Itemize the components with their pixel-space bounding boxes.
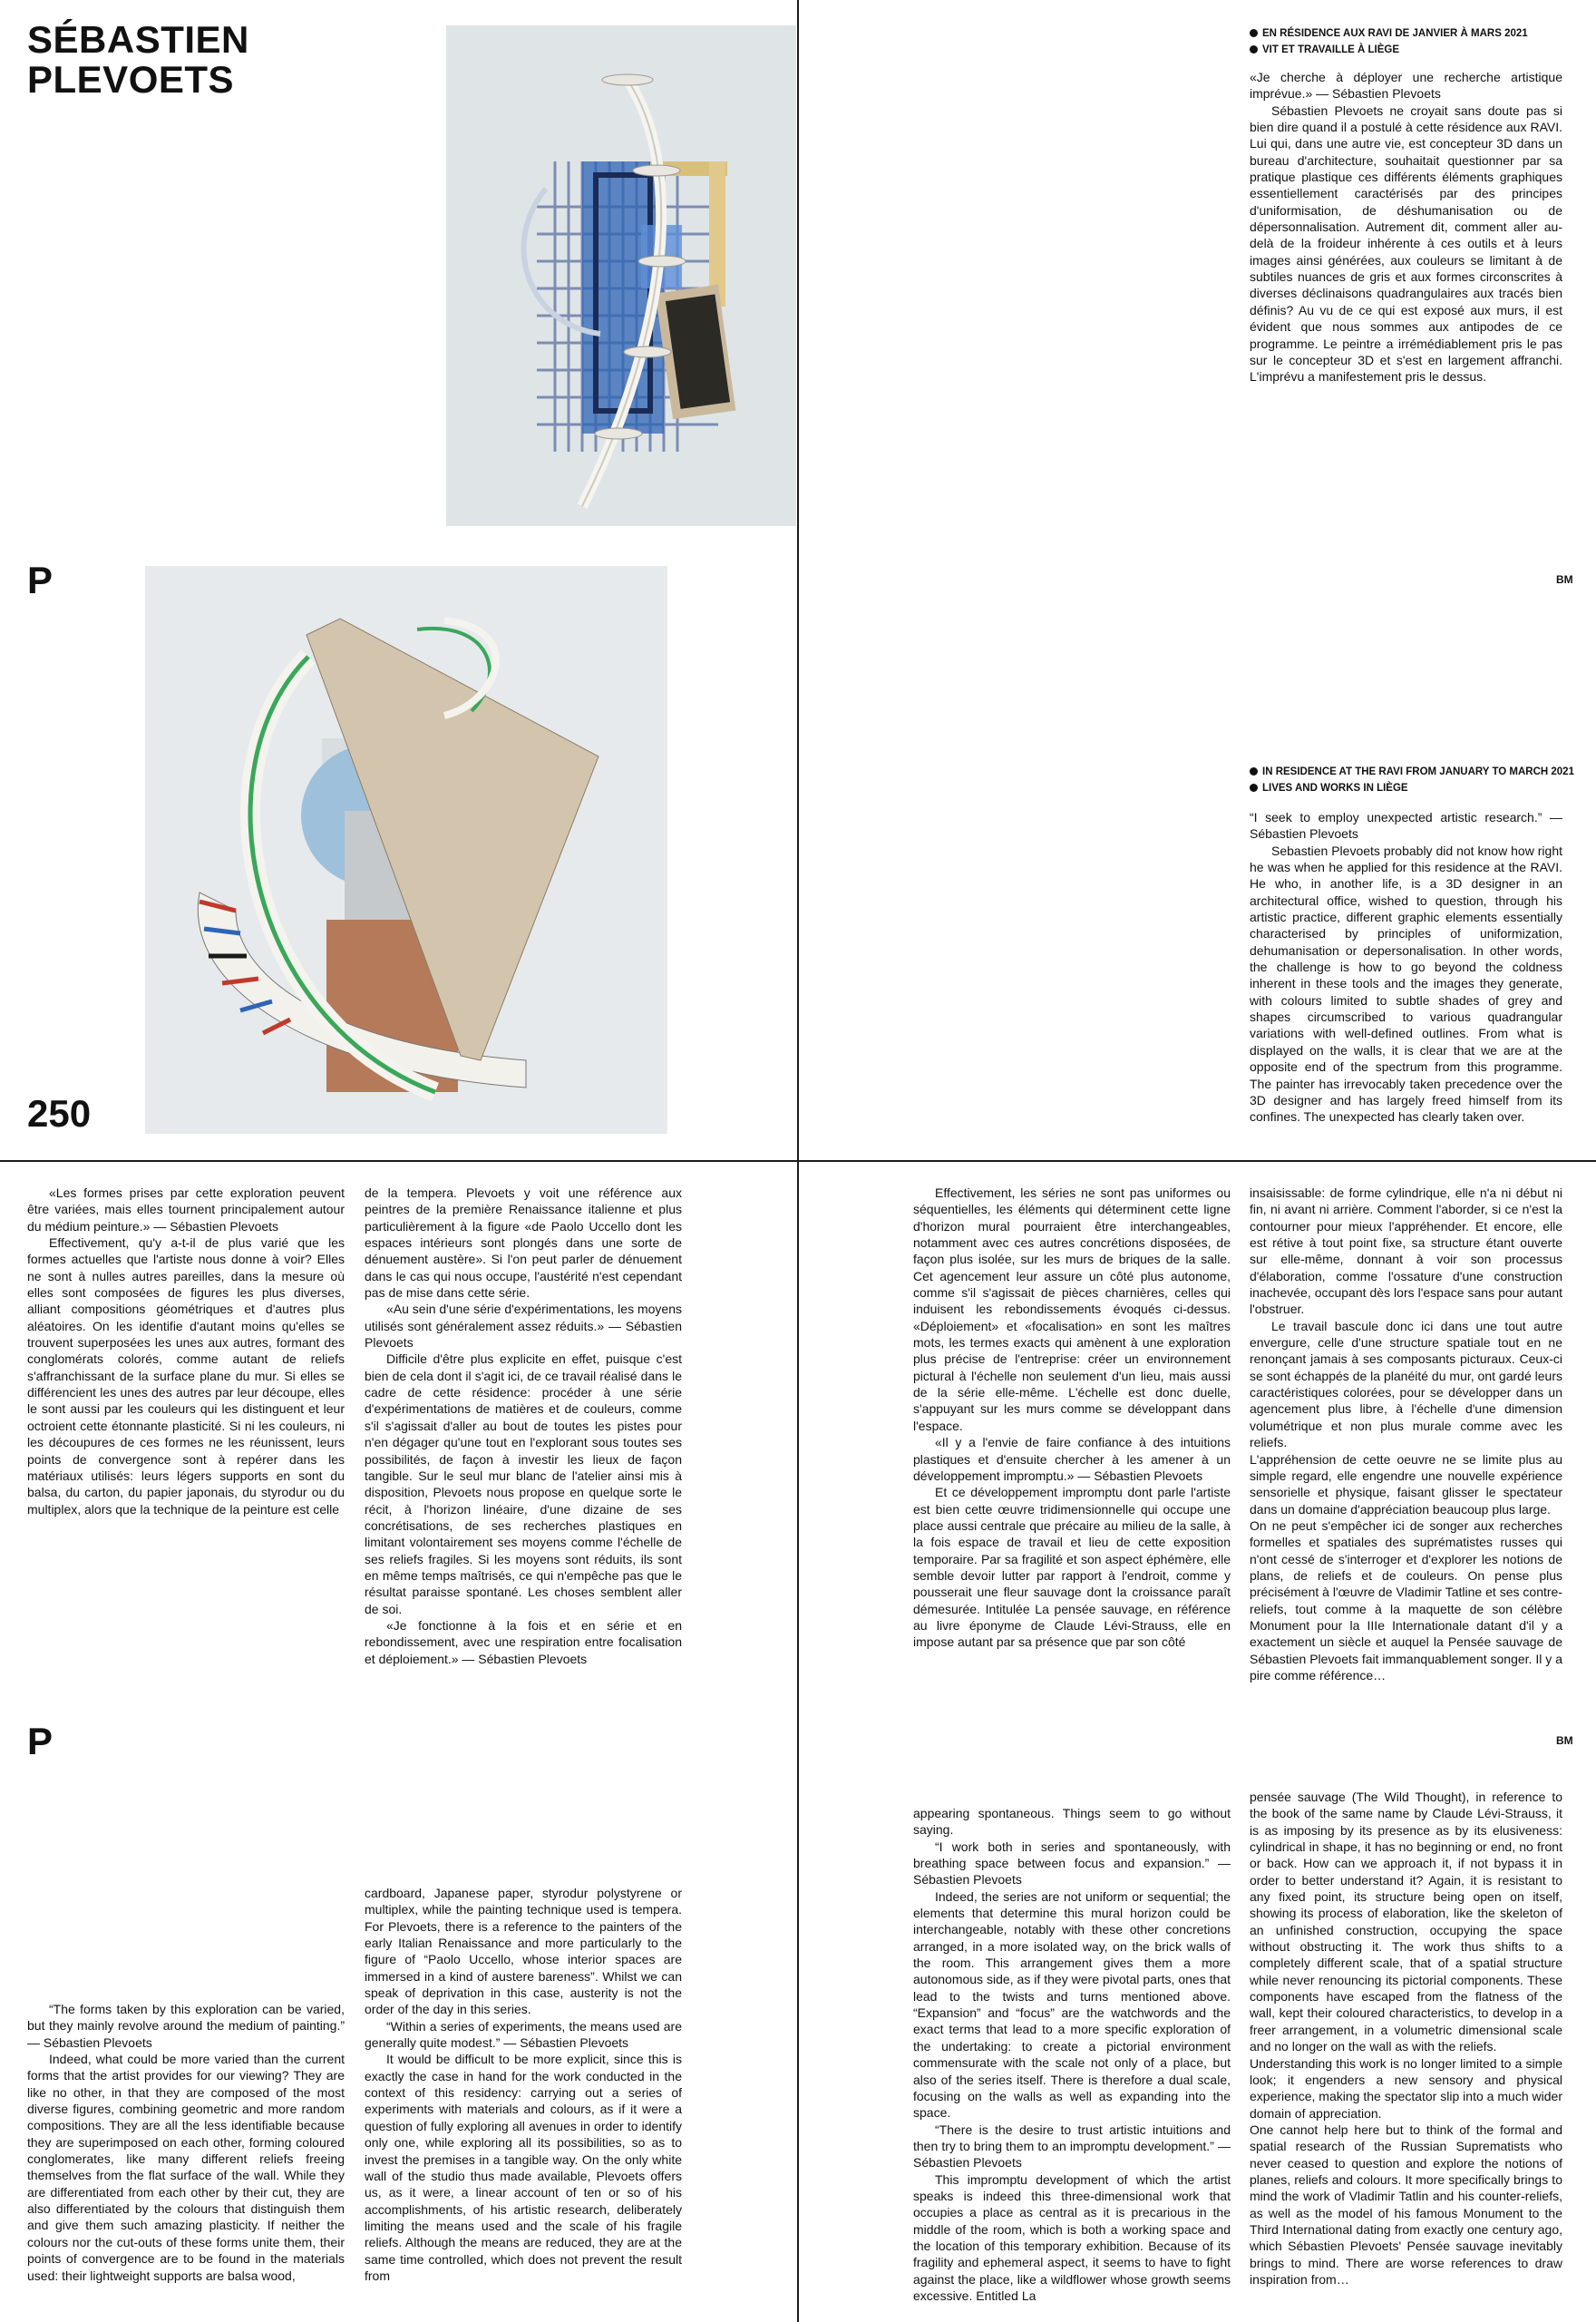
fr-intro-column bbox=[1250, 69, 1562, 385]
fr-body-column-1 bbox=[27, 1185, 345, 1517]
fr-col2-para: «Au sein d'une série d'expérimentations, les moyens utilisés sont généralement assez réduits.» — Sébastien Plevoets bbox=[365, 1302, 682, 1351]
fr-meta-item: VIT ET TRAVAILLE À LIÈGE bbox=[1250, 42, 1562, 58]
author-initials-top: BM bbox=[1556, 573, 1573, 586]
en-col3-para: Indeed, the series are not uniform or sequential; the elements that determine this mural horizon could be interchangeable, notably with these other concretions arranged, in a more isolated way, on the brick walls of the room. This arrangement gives them a more autonomous side, as if they were pivotal parts, ones that lead to the twists and turns mentioned above. “Expansion” and “focus” are the watchwords and the exact terms that lead to a more specific exploration of the undertaking: to create a pictorial environment commensurate with the scale not only of a place, but also of the series itself. There is therefore a dual scale, focusing on the walls as well as expanding into the space. bbox=[913, 1888, 1231, 2121]
en-col1-para: “The forms taken by this exploration can be varied, but they mainly revolve around the medium of painting.” — Sébastien Plevoets bbox=[27, 2002, 345, 2050]
fr-col3-para: «Il y a l'envie de faire confiance à des intuitions plastiques et d'ensuite chercher à les amener à un développement impromptu.» — Sébastien Plevoets bbox=[913, 1435, 1231, 1483]
fr-col1-para: «Les formes prises par cette exploration peuvent être variées, mais elles tournent principalement autour du médium peinture.» — Sébastien Plevoets bbox=[27, 1185, 345, 1234]
fr-meta-item: EN RÉSIDENCE AUX RAVI DE JANVIER À MARS 2021 bbox=[1250, 25, 1562, 42]
en-col2-para: It would be difficult to be more explicit, since this is exactly the case in hand for the work conducted in the context of this residency: carrying out a series of experiments with materials and colours, as if it were a question of fully exploring all avenues in order to identify only one, while exploring all its possibilities, so as to invest the premises in a tangible way. On the only white wall of the studio thus made available, Plevoets offers us, as it were, a linear account of ten or so of his accomplishments, of his artistic research, deliberately limiting the means used and the scale of his fragile reliefs. Although the means are reduced, they are at the same time controlled, which does not prevent the result from bbox=[365, 2052, 682, 2283]
artist-name-title: SÉBASTIEN PLEVOETS bbox=[27, 18, 249, 101]
en-intro-column bbox=[1250, 809, 1562, 1126]
spread-divider-horizontal bbox=[0, 1160, 1596, 1162]
en-col3-para: This impromptu development of which the artist speaks is indeed this three-dimensional work that occupies a place as central as it is precarious in the middle of the room, which is both a working space and the location of this temporary exhibition. Because of its fragility and ephemeral aspect, it seems to have to fight against the place, like a wildflower whose growth seems excessive. Entitled La bbox=[913, 2171, 1231, 2303]
en-col3-para: “I work both in series and spontaneously, with breathing space between focus and expansion.” — Sébastien Plevoets bbox=[913, 1839, 1231, 1888]
en-meta-item: IN RESIDENCE AT THE RAVI FROM JANUARY TO MARCH 2021 bbox=[1250, 764, 1562, 780]
en-meta-item: LIVES AND WORKS IN LIÈGE bbox=[1250, 780, 1562, 796]
bullet-dot-icon bbox=[1250, 29, 1258, 37]
en-col2-para: cardboard, Japanese paper, styrodur polystyrene or multiplex, while the painting technique used is tempera. For Plevoets, there is a reference to the painters of the early Italian Renaissance and more particularly to the figure of “Paolo Uccello, whose interior spaces are immersed in a kind of austere bareness”. Whilst we can speak of deprivation in this case, austerity is not the order of the day in this series. bbox=[365, 1886, 682, 2017]
en-body-column-3 bbox=[913, 1805, 1231, 2304]
en-col1-para: Indeed, what could be more varied than the current forms that the artist provides for our viewing? They are like no other, in that they are composed of the most diverse figures, combining geometric and more random compositions. They are all the less identifiable because they are superimposed on each other, forming coloured conglomerates, like many different reliefs freeing themselves from the flat surface of the wall. While they are differentiated from each other by their cut, they are also differentiated by the colours that distinguish them and give them such amazing plasticity. If neither the colours nor the cut-outs of these forms unite them, their points of convergence are to be found in the materials used: their lightweight supports are balsa wood, bbox=[27, 2052, 345, 2283]
fr-intro-quote: «Je cherche à déployer une recherche artistique imprévue.» — Sébastien Plevoets bbox=[1250, 70, 1562, 102]
fr-col2-para: Difficile d'être plus explicite en effet, puisque c'est bien de cela dont il s'agit ici, de ce travail réalisé dans le cadre de cette résidence: procéder à une série d'expérimentations de matières et de couleurs, comme s'il s'agissait d'aller au bout de toutes les pistes pour n'en dégager qu'une tout en l'explorant sous toutes ses possibilités, de façon à investir les lieux de façon tangible. Sur le seul mur blanc de l'atelier ainsi mis à disposition, Plevoets nous propose en quelque sorte le récit, à l'horizon linéaire, d'une dizaine de ses concrétisations, de ses recherches plastiques en limitant volontairement ses moyens comme l'échelle de ses reliefs fragiles. Si les moyens sont réduits, ils sont en même temps maîtrisés, ce qui n'empêche pas que le résultat paraisse spontané. Les choses semblent aller de soi. bbox=[365, 1351, 682, 1616]
fr-col3-para: Et ce développement impromptu dont parle l'artiste est bien cette œuvre tridimensionnelle qui occupe une place aussi centrale que précaire au milieu de la salle, à la fois espace de travail et lieu de cette exposition temporaire. Par sa fragilité et son aspect éphémère, elle semble devoir lutter par rapport à l'endroit, comme y pousserait une fleur sauvage dont la croissance paraît démesurée. Intitulée La pensée sauvage, en référence au livre éponyme de Claude Lévi-Strauss, elle en impose autant par sa présence que par son côté bbox=[913, 1485, 1231, 1650]
bullet-dot-icon bbox=[1250, 767, 1258, 776]
en-body-column-2 bbox=[365, 1885, 682, 2284]
en-col4-para: Understanding this work is no longer limited to a simple look; it engenders a new sensory and physical experience, making the spectator slip into a much wider domain of appreciation. bbox=[1250, 2055, 1562, 2121]
fr-col4-para: insaisissable: de forme cylindrique, elle n'a ni début ni fin, ni avant ni arrière. Comment l'aborder, si ce n'est la contourner pour mieux l'appréhender. Et encore, elle est rétive à tout point fixe, sa structure étant ouverte sur elle-même, donnant à voir son processus d'élaboration, comme l'ossature d'une construction inachevée, occupant dès lors l'espace sans pour autant l'obstruer. bbox=[1250, 1185, 1562, 1317]
fr-col2-para: «Je fonctionne à la fois et en série et en rebondissement, avec une respiration entre focalisation et déploiement.» — Sébastien Plevoets bbox=[365, 1617, 682, 1666]
section-letter-bottom: P bbox=[27, 1720, 54, 1762]
en-col3-para: “There is the desire to trust artistic intuitions and then try to bring them to an impromptu development.” — Sébastien Plevoets bbox=[913, 2122, 1231, 2171]
bullet-dot-icon bbox=[1250, 45, 1258, 54]
fr-body-column-2 bbox=[365, 1185, 682, 1667]
author-initials-bottom: BM bbox=[1556, 1734, 1573, 1747]
artwork-image-relief-green-arc bbox=[145, 566, 667, 1134]
en-meta-list bbox=[1250, 764, 1574, 796]
fr-col4-para: L'appréhension de cette oeuvre ne se limite plus au simple regard, elle engendre une nouvelle expérience sensorielle et physique, faisant glisser le spectateur dans un domaine d'appréciation beaucoup plus large. bbox=[1250, 1451, 1562, 1517]
en-col2-para: “Within a series of experiments, the means used are generally quite modest.” — Sébastien Plevoets bbox=[365, 2018, 682, 2051]
en-col4-para: One cannot help here but to think of the formal and spatial research of the Russian Suprematists who never ceased to question and explore the notions of planes, reliefs and colours. It more specifically brings to mind the work of Vladimir Tatlin and his counter-reliefs, as well as the model of his famous Monument to the Third International dating from exactly one century ago, which Sébastien Plevoets' Pensée sauvage inevitably brings to mind. There are worse references to draw inspiration from… bbox=[1250, 2122, 1562, 2287]
en-col3-para: appearing spontaneous. Things seem to go without saying. bbox=[913, 1806, 1231, 1838]
en-body-column-4 bbox=[1250, 1789, 1562, 2288]
fr-col2-para: de la tempera. Plevoets y voit une référence aux peintres de la première Renaissance italienne et plus particulièrement à la figure «de Paolo Uccello dont les espaces intérieurs sont plongés dans une sorte de dénuement austère». Si l'on peut parler de dénuement dans le cas qui nous occupe, l'austérité n'est cependant pas de mise dans cette série. bbox=[365, 1185, 682, 1301]
fr-intro-body: Sébastien Plevoets ne croyait sans doute pas si bien dire quand il a postulé à cette résidence aux RAVI. Lui qui, dans une autre vie, est concepteur 3D dans un bureau d'architecture, souhaitait questionner par sa pratique plastique ces différents éléments graphiques essentiellement caractérisés par des principes d'uniformisation, de déshumanisation ou de dépersonnalisation. Autrement dit, comment aller au-delà de la froideur inhérente à ces outils et à leurs images ainsi générées, aux couleurs se limitant à de subtiles nuances de gris et aux formes circonscrites à diverses déclinaisons quadrangulaires aux tracés bien définis? Au vu de ce qui est exposé aux murs, il est évident que nous sommes aux antipodes de ce programme. Le peintre a irrémédiablement pris le pas sur le concepteur 3D et s'est en largement affranchi. L'imprévu a manifestement pris le dessus. bbox=[1250, 102, 1562, 385]
fr-col3-para: Effectivement, les séries ne sont pas uniformes ou séquentielles, les éléments qui déterminent cette ligne d'horizon mural pourraient être interchangeables, notamment avec ces autres concrétions disposées, de façon plus isolée, sur les murs de briques de la salle. Cet agencement leur assure un côté plus autonome, comme s'il s'agissait de pièces charnières, celles qui induisent les rebondissements évoqués ci-dessus. «Déploiement» et «focalisation» en sont les maîtres mots, les termes exacts qui amènent à une exploration plus précise de l'entreprise: créer un environnement pictural à l'échelle non seulement d'un lieu, mais aussi de la série elle-même. L'échelle est donc duelle, s'appuyant sur les murs comme se développant dans l'espace. bbox=[913, 1185, 1231, 1433]
fr-col4-para: On ne peut s'empêcher ici de songer aux recherches formelles et spatiales des suprématistes russes qui n'ont cessé de s'interroger et d'explorer les notions de plans, de reliefs et de couleurs. On pense plus précisément à l'œuvre de Vladimir Tatline et ses contre-reliefs, tout comme à la maquette de son célèbre Monument pour la IIIe Internationale datant d'il y a exactement un siècle et auquel la Pensée sauvage de Sébastien Plevoets fait immanquablement songer. Il y a pire comme référence… bbox=[1250, 1517, 1562, 1683]
section-letter-top: P bbox=[27, 559, 54, 601]
en-intro-quote: “I seek to employ unexpected artistic research.” — Sébastien Plevoets bbox=[1250, 810, 1562, 842]
en-body-column-1 bbox=[27, 2001, 345, 2284]
artwork-image-relief-blue bbox=[446, 25, 796, 526]
fr-body-column-4 bbox=[1250, 1185, 1562, 1683]
fr-meta-list bbox=[1250, 25, 1562, 58]
fr-col4-para: Le travail bascule donc ici dans une tout autre envergure, celle d'une structure spatiale tout en ne renonçant jamais à ses composants picturaux. Ceux-ci se sont échappés de la planéité du mur, ont gardé leurs caractéristiques colorées, pour se développer dans un agencement plus libre, à l'échelle d'une dimension volumétrique et non plus murale comme avec les reliefs. bbox=[1250, 1318, 1562, 1450]
fr-body-column-3 bbox=[913, 1185, 1231, 1651]
bullet-dot-icon bbox=[1250, 784, 1258, 792]
page-number: 250 bbox=[27, 1092, 92, 1135]
en-intro-body: Sebastien Plevoets probably did not know how right he was when he applied for this residence at the RAVI. He who, in another life, is a 3D designer in an architectural office, wished to question, through his artistic practice, different graphic elements essentially characterised by principles of uniformization, dehumanisation or depersonalisation. In other words, the challenge is how to go beyond the coldness inherent in these tools and the images they generate, with colours limited to subtle shades of grey and shapes circumscribed to various quadrangular variations with well-defined outlines. From what is displayed on the walls, it is clear that we are at the opposite end of the spectrum from this programme. The painter has irrevocably taken precedence over the 3D designer and has largely freed himself from its confines. The unexpected has clearly taken over. bbox=[1250, 843, 1562, 1125]
fr-col1-para: Effectivement, qu'y a-t-il de plus varié que les formes actuelles que l'artiste nous donne à voir? Elles ne sont à nulles autres pareilles, dans la mesure où elles sont composées de figures les plus diverses, alliant compositions géométriques et d'autres plus aléatoires. On les identifie d'autant moins qu'elles se trouvent superposées les unes aux autres, formant des conglomérats colorés, comme autant de reliefs s'affranchissant de la surface plane du mur. Si elles se différencient les unes des autres par leur découpe, elles le sont aussi par les couleurs qui les distinguent et leur octroient cette étonnante plasticité. Si ni les couleurs, ni les découpures de ces formes ne les réunissent, leurs points de convergence sont à repérer dans les matériaux utilisés: leurs légers supports en sont du balsa, du carton, du papier japonais, du styrodur ou du multiplex, alors que la technique de la peinture est celle bbox=[27, 1235, 345, 1517]
en-col4-para: pensée sauvage (The Wild Thought), in reference to the book of the same name by Claude Lévi-Strauss, it is as imposing by its presence as by its elusiveness: cylindrical in shape, it has no beginning or end, no front or back. How can we approach it, if not bypass it in order to better understand it? Again, it is resistant to any fixed point, its structure being open on itself, showing its process of elaboration, like the skeleton of an unfinished construction, occupying the space without obstructing it. The work thus shifts to a completely different scale, that of a spatial structure while never renouncing its pictorial components. These components have escaped from the flatness of the wall, kept their coloured characteristics, to develop in a freer arrangement, in a volumetric dimensional scale and no longer on the wall as with the reliefs. bbox=[1250, 1790, 1562, 2054]
